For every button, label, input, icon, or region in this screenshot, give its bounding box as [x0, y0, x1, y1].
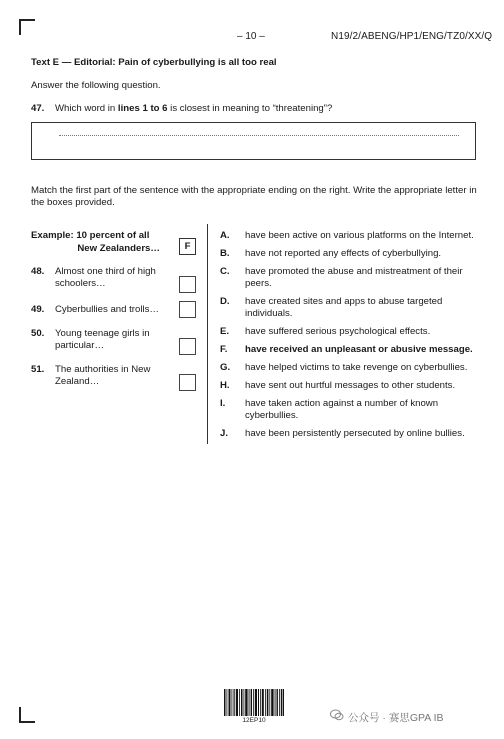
question-47-text — [55, 103, 332, 114]
barcode-label: 12EP10 — [242, 717, 266, 724]
ending-letter: G. — [220, 362, 231, 373]
question-48-number: 48. — [31, 266, 45, 277]
question-48-answer-box[interactable] — [179, 276, 196, 293]
ending-letter: C. — [220, 266, 230, 277]
example-answer-box: F — [179, 238, 196, 255]
question-51-number: 51. — [31, 364, 45, 375]
ending-text: have suffered serious psychological effects. — [245, 326, 431, 337]
question-49-answer-box[interactable] — [179, 301, 196, 318]
ending-letter: E. — [220, 326, 230, 337]
ending-text: have sent out hurtful messages to other students. — [245, 380, 456, 391]
ending-letter: F. — [220, 344, 228, 355]
ending-letter: I. — [220, 398, 226, 409]
question-instruction: Answer the following question. — [31, 80, 161, 91]
ending-letter: A. — [220, 230, 230, 241]
corner-mark-top-left — [19, 19, 35, 35]
ending-letter: B. — [220, 248, 230, 259]
matching-instruction: Match the first part of the sentence with the appropriate ending on the right. Write the appropriate letter in the boxes provided. — [31, 185, 477, 208]
ending-text-highlighted: have received an unpleasant or abusive message. — [245, 344, 473, 355]
question-51-text: The authorities in New Zealand… — [55, 364, 151, 387]
question-50-text: Young teenage girls in particular… — [55, 328, 150, 351]
ending-text: have been active on various platforms on the Internet. — [245, 230, 474, 241]
barcode — [224, 689, 284, 716]
watermark-text: 公众号 · 赛思GPA IB — [348, 712, 444, 724]
ending-text: have promoted the abuse and mistreatment of their peers. — [245, 266, 463, 289]
example-line-2: New Zealanders… — [77, 243, 160, 254]
wechat-icon — [330, 708, 344, 722]
ending-text: have not reported any effects of cyberbullying. — [245, 248, 442, 259]
question-50-answer-box[interactable] — [179, 338, 196, 355]
answer-dotted-line — [59, 135, 459, 138]
ending-text: have created sites and apps to abuse targeted individuals. — [245, 296, 443, 319]
question-47-answer-box[interactable] — [31, 122, 476, 160]
question-48-text: Almost one third of high schoolers… — [55, 266, 156, 289]
ending-text: have helped victims to take revenge on cyberbullies. — [245, 362, 468, 373]
column-divider — [207, 224, 208, 444]
paper-code: N19/2/ABENG/HP1/ENG/TZ0/XX/Q — [331, 31, 493, 42]
question-49-number: 49. — [31, 304, 45, 315]
question-50-number: 50. — [31, 328, 45, 339]
question-49-text: Cyberbullies and trolls… — [55, 304, 159, 315]
ending-letter: D. — [220, 296, 230, 307]
page-number: – 10 – — [237, 31, 265, 42]
ending-text: have been persistently persecuted by online bullies. — [245, 428, 465, 439]
question-47-bold: lines 1 to 6 — [117, 103, 168, 114]
question-51-answer-box[interactable] — [179, 374, 196, 391]
question-47-number: 47. — [31, 103, 45, 114]
text-title: Text E — Editorial: Pain of cyberbullying is all too real — [31, 57, 277, 68]
corner-mark-bottom-left — [19, 707, 35, 723]
ending-text: have taken action against a number of known cyberbullies. — [245, 398, 439, 421]
ending-letter: J. — [220, 428, 229, 439]
question-47-post: is closest in meaning to “threatening”? — [167, 103, 333, 114]
ending-letter: H. — [220, 380, 230, 391]
question-47-pre: Which word in — [55, 103, 118, 114]
example-line-1: Example: 10 percent of all — [31, 230, 150, 241]
